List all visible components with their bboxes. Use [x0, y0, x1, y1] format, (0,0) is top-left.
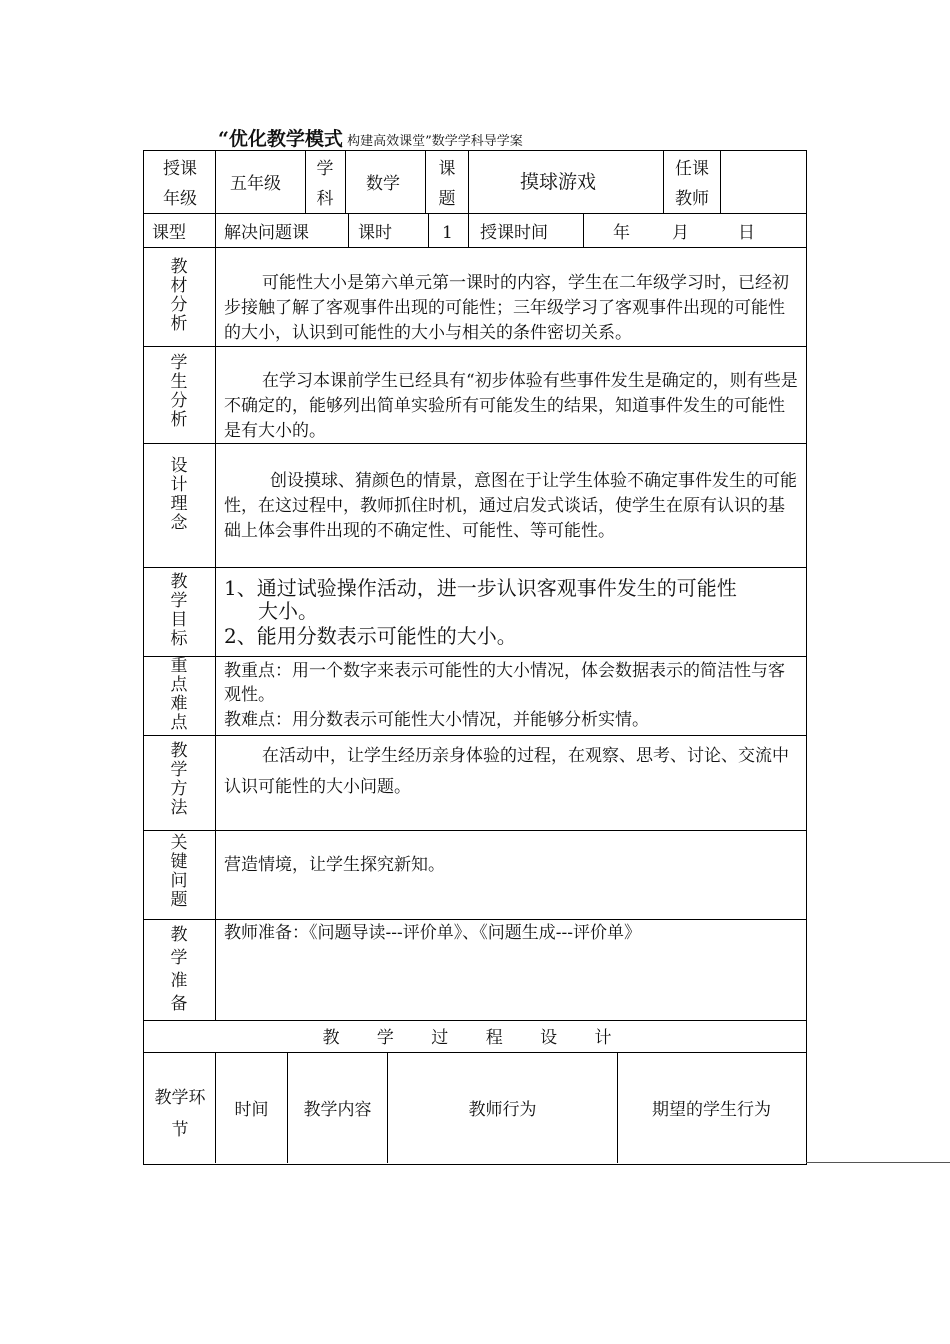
methods-text: 在活动中，让学生经历亲身体验的过程，在观察、思考、讨论、交流中认识可能性的大小问题。 [224, 746, 789, 797]
material-text: 可能性大小是第六单元第一课时的内容，学生在二年级学习时，已经初步接触了解了客观事件出现的可能性；三年级学习了客观事件出现的可能性的大小，认识到可能性的大小与相关的条件密切关系。 [224, 273, 789, 343]
grade-value: 五年级 [230, 174, 281, 194]
title-bold: “优化教学模式 [218, 128, 343, 150]
key-question-text: 营造情境，让学生探究新知。 [224, 855, 445, 875]
material-label: 教材分析 [170, 257, 188, 334]
col-content: 教学内容 [303, 1100, 372, 1120]
subject-value: 数学 [366, 174, 400, 194]
topic-value: 摸球游戏 [520, 171, 597, 193]
key-point-text: 教重点：用一个数字来表示可能性的大小情况，体会数据表示的简洁性与客观性。 [224, 661, 785, 705]
document-title [218, 124, 523, 151]
goal-item-1: 1、通过试验操作活动，进一步认识客观事件发生的可能性 [224, 576, 737, 600]
col-teacher: 教师行为 [468, 1100, 537, 1120]
students-label: 学生分析 [170, 353, 188, 430]
goal-item-2: 2、能用分数表示可能性的大小。 [224, 624, 517, 648]
trailing-rule [806, 1162, 950, 1163]
day-label: 日 [738, 223, 755, 243]
preparation-text: 教师准备：《问题导读---评价单》、《问题生成---评价单》 [224, 923, 641, 943]
design-text: 创设摸球、猜颜色的情景，意图在于让学生体验不确定事件发生的可能性，在这过程中，教师抓住时机，通过启发式谈话，使学生在原有认识的基础上体会事件出现的不确定性、可能性、等可能性。 [224, 471, 797, 541]
difficulty-text: 教难点：用分数表示可能性大小情况，并能够分析实情。 [224, 710, 649, 730]
type-label: 课型 [152, 223, 186, 243]
goals-label: 教学目标 [170, 572, 188, 649]
col-stage: 教学环节 [154, 1088, 206, 1140]
keypoints-label: 重点难点 [170, 656, 188, 733]
preparation-label: 教学准备 [170, 925, 188, 1014]
year-label: 年 [613, 223, 630, 243]
methods-label: 教学方法 [170, 741, 188, 818]
subject-label: 学 科 [316, 159, 334, 209]
goal-item-1-cont: 大小。 [258, 599, 318, 623]
topic-label: 课 题 [438, 159, 456, 209]
col-student: 期望的学生行为 [652, 1100, 771, 1120]
design-label: 设计理念 [170, 456, 188, 533]
col-time: 时间 [234, 1100, 269, 1120]
key-question-label: 关键问题 [170, 833, 188, 910]
hours-label: 课时 [358, 223, 392, 243]
teacher-label: 任课 教师 [675, 159, 709, 209]
grade-label: 授课 年级 [163, 159, 197, 209]
type-value: 解决问题课 [224, 223, 309, 243]
time-label: 授课时间 [480, 223, 548, 243]
students-text: 在学习本课前学生已经具有“初步体验有些事件发生是确定的，则有些是不确定的，能够列出简单实验所有可能发生的结果，知道事件发生的可能性是有大小的。 [224, 371, 798, 441]
month-label: 月 [672, 223, 689, 243]
process-title: 教 学 过 程 设 计 [322, 1028, 628, 1048]
hours-value: 1 [442, 223, 453, 243]
title-rest: 构建高效课堂”数学学科导学案 [347, 134, 523, 149]
